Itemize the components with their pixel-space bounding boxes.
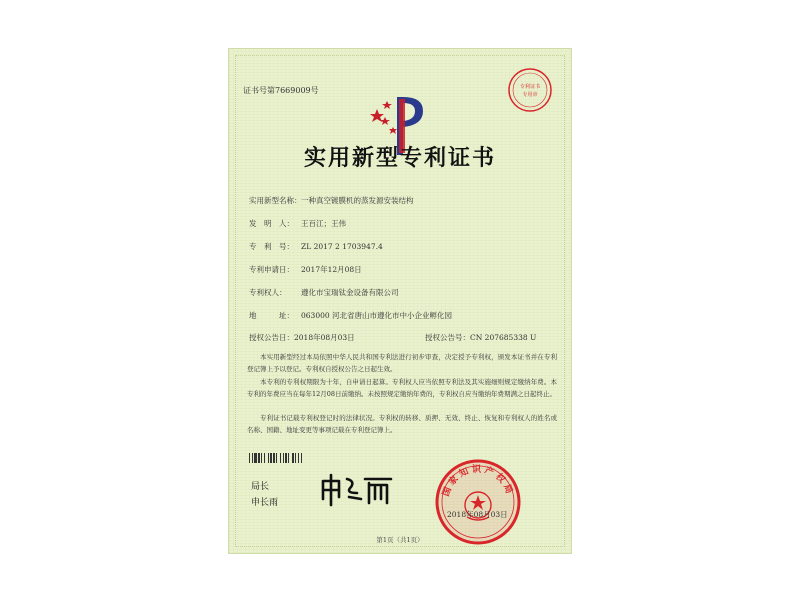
publication-number-row <box>425 332 536 343</box>
address-value: 063000 河北省唐山市遵化市中小企业孵化园 <box>301 311 453 320</box>
page-footer: 第1页（共1页） <box>376 536 424 544</box>
inventor-value: 王百江；王伟 <box>301 219 346 228</box>
certificate-number: 证书号第7669009号 <box>243 86 319 95</box>
patentee-label: 专利权人： <box>249 288 287 297</box>
director-signature <box>317 469 397 509</box>
address-row <box>249 310 452 321</box>
seal-date: 2018年08月03日 <box>447 510 508 519</box>
filing-date-label: 专利申请日： <box>249 265 294 274</box>
director-title: 局长 <box>251 482 270 492</box>
special-stamp-seal <box>507 67 553 113</box>
patentee-value: 遵化市宝瑞钛金设备有限公司 <box>301 288 399 297</box>
director-name: 申长雨 <box>251 498 279 508</box>
patent-number-label: 专 利 号： <box>249 242 294 251</box>
patent-certificate <box>228 48 572 554</box>
body-paragraph-2: 本专利的专利权期限为十年，自申请日起算。专利权人应当依照专利法及其实施细则规定缴纳年费。本专利的年费应当在每年12月08日前缴纳。未按照规定缴纳年费的，专利权自应当缴纳年费期满之日起终止。 <box>247 378 557 398</box>
inventor-label: 发 明 人： <box>249 219 294 228</box>
utility-model-name-row <box>249 195 414 206</box>
address-label: 地 址： <box>249 311 294 320</box>
body-paragraph-3: 专利证书记载专利权登记时的法律状况。专利权的转移、质押、无效、终止、恢复和专利权人的姓名或名称、国籍、地址变更等事项记载在专利登记簿上。 <box>247 414 557 434</box>
patent-number-row <box>249 241 383 252</box>
barcode-icon <box>249 453 344 463</box>
inventor-row <box>249 218 346 229</box>
filing-date-row <box>249 264 362 275</box>
grant-date-value: 2018年08月03日 <box>294 333 355 342</box>
name-label: 实用新型名称： <box>249 196 302 205</box>
patent-number-value: ZL 2017 2 1703947.4 <box>301 242 383 251</box>
name-value: 一种真空镀膜机的蒸发源安装结构 <box>301 196 414 205</box>
filing-date-value: 2017年12月08日 <box>301 265 362 274</box>
patentee-row <box>249 287 399 298</box>
publication-number-label: 授权公告号： <box>425 333 470 342</box>
body-paragraph-1: 本实用新型经过本局依照中华人民共和国专利法进行初步审查，决定授予专利权，颁发本证书并在专利登记簿上予以登记。专利权自授权公告之日起生效。 <box>247 353 557 373</box>
cnipa-official-seal <box>435 459 521 545</box>
svg-text:专利证书: 专利证书 <box>519 84 541 90</box>
grant-date-label: 授权公告日： <box>249 333 294 342</box>
publication-number-value: CN 207685338 U <box>470 333 537 342</box>
grant-date-row <box>249 332 355 343</box>
svg-text:国家知识产权局: 国家知识产权局 <box>441 465 515 498</box>
certificate-title: 实用新型专利证书 <box>303 146 496 171</box>
svg-text:专用章: 专用章 <box>522 92 538 98</box>
